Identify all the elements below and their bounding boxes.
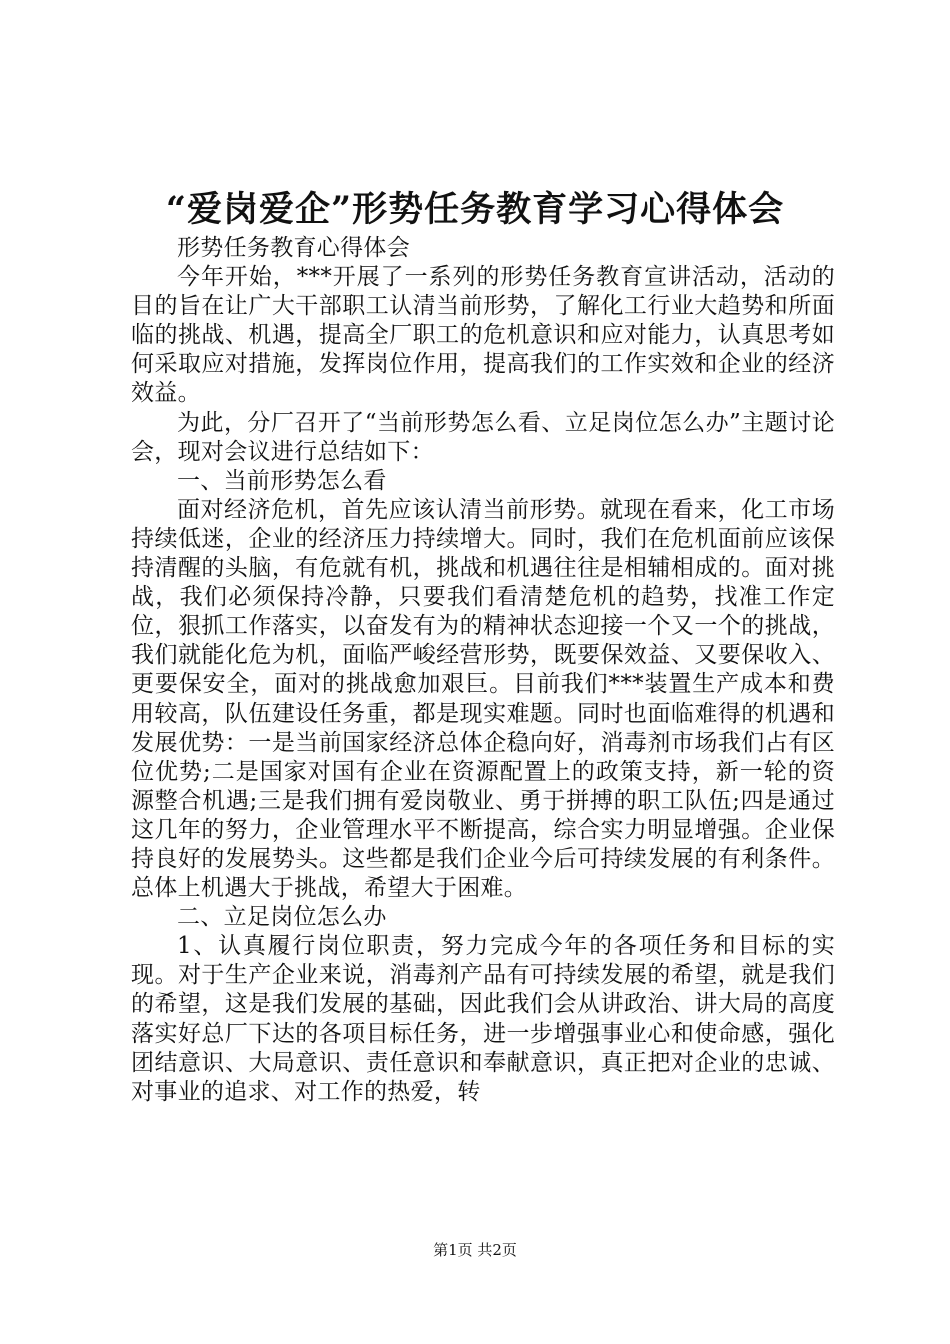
paragraph-subtitle: 形势任务教育心得体会 (177, 235, 410, 261)
paragraph-duty: 1、认真履行岗位职责，努力完成今年的各项任务和目标的实现。对于生产企业来说，消毒剂产品有可持续发展的希望，就是我们的希望，这是我们发展的基础，因此我们会从讲政治、讲大局的高度落实好总厂下达的各项目标任务，进一步增强事业心和使命感，强化团结意识、大局意识、责任意识和奉献意识，真正把对企业的忠诚、对事业的追求、对工作的热爱，转 (131, 933, 835, 1105)
paragraph-meeting: 为此，分厂召开了“当前形势怎么看、立足岗位怎么办”主题讨论会，现对会议进行总结如下： (131, 409, 835, 465)
document-title: “爱岗爱企”形势任务教育学习心得体会 (165, 189, 785, 230)
document-body (131, 234, 835, 1107)
page-footer: 第1页 共2页 (433, 1241, 517, 1259)
section-heading-1: 一、当前形势怎么看 (177, 467, 387, 494)
paragraph-intro: 今年开始，***开展了一系列的形势任务教育宣讲活动，活动的目的旨在让广大干部职工认清当前形势，了解化工行业大趋势和所面临的挑战、机遇，提高全厂职工的危机意识和应对能力，认真思考如何采取应对措施，发挥岗位作用，提高我们的工作实效和企业的经济效益。 (131, 264, 835, 407)
paragraph-situation: 面对经济危机，首先应该认清当前形势。就现在看来，化工市场持续低迷，企业的经济压力持续增大。同时，我们在危机面前应该保持清醒的头脑，有危就有机，挑战和机遇往往是相辅相成的。面对挑战，我们必须保持冷静，只要我们看清楚危机的趋势，找准工作定位，狠抓工作落实，以奋发有为的精神状态迎接一个又一个的挑战，我们就能化危为机，面临严峻经营形势，既要保效益、又要保收入、更要保安全，面对的挑战愈加艰巨。目前我们***装置生产成本和费用较高，队伍建设任务重，都是现实难题。同时也面临难得的机遇和发展优势：一是当前国家经济总体企稳向好，消毒剂市场我们占有区位优势;二是国家对国有企业在资源配置上的政策支持，新一轮的资源整合机遇;三是我们拥有爱岗敬业、勇于拼搏的职工队伍;四是通过这几年的努力，企业管理水平不断提高，综合实力明显增强。企业保持良好的发展势头。这些都是我们企业今后可持续发展的有利条件。总体上机遇大于挑战，希望大于困难。 (131, 496, 835, 902)
section-heading-2: 二、立足岗位怎么办 (177, 904, 387, 931)
